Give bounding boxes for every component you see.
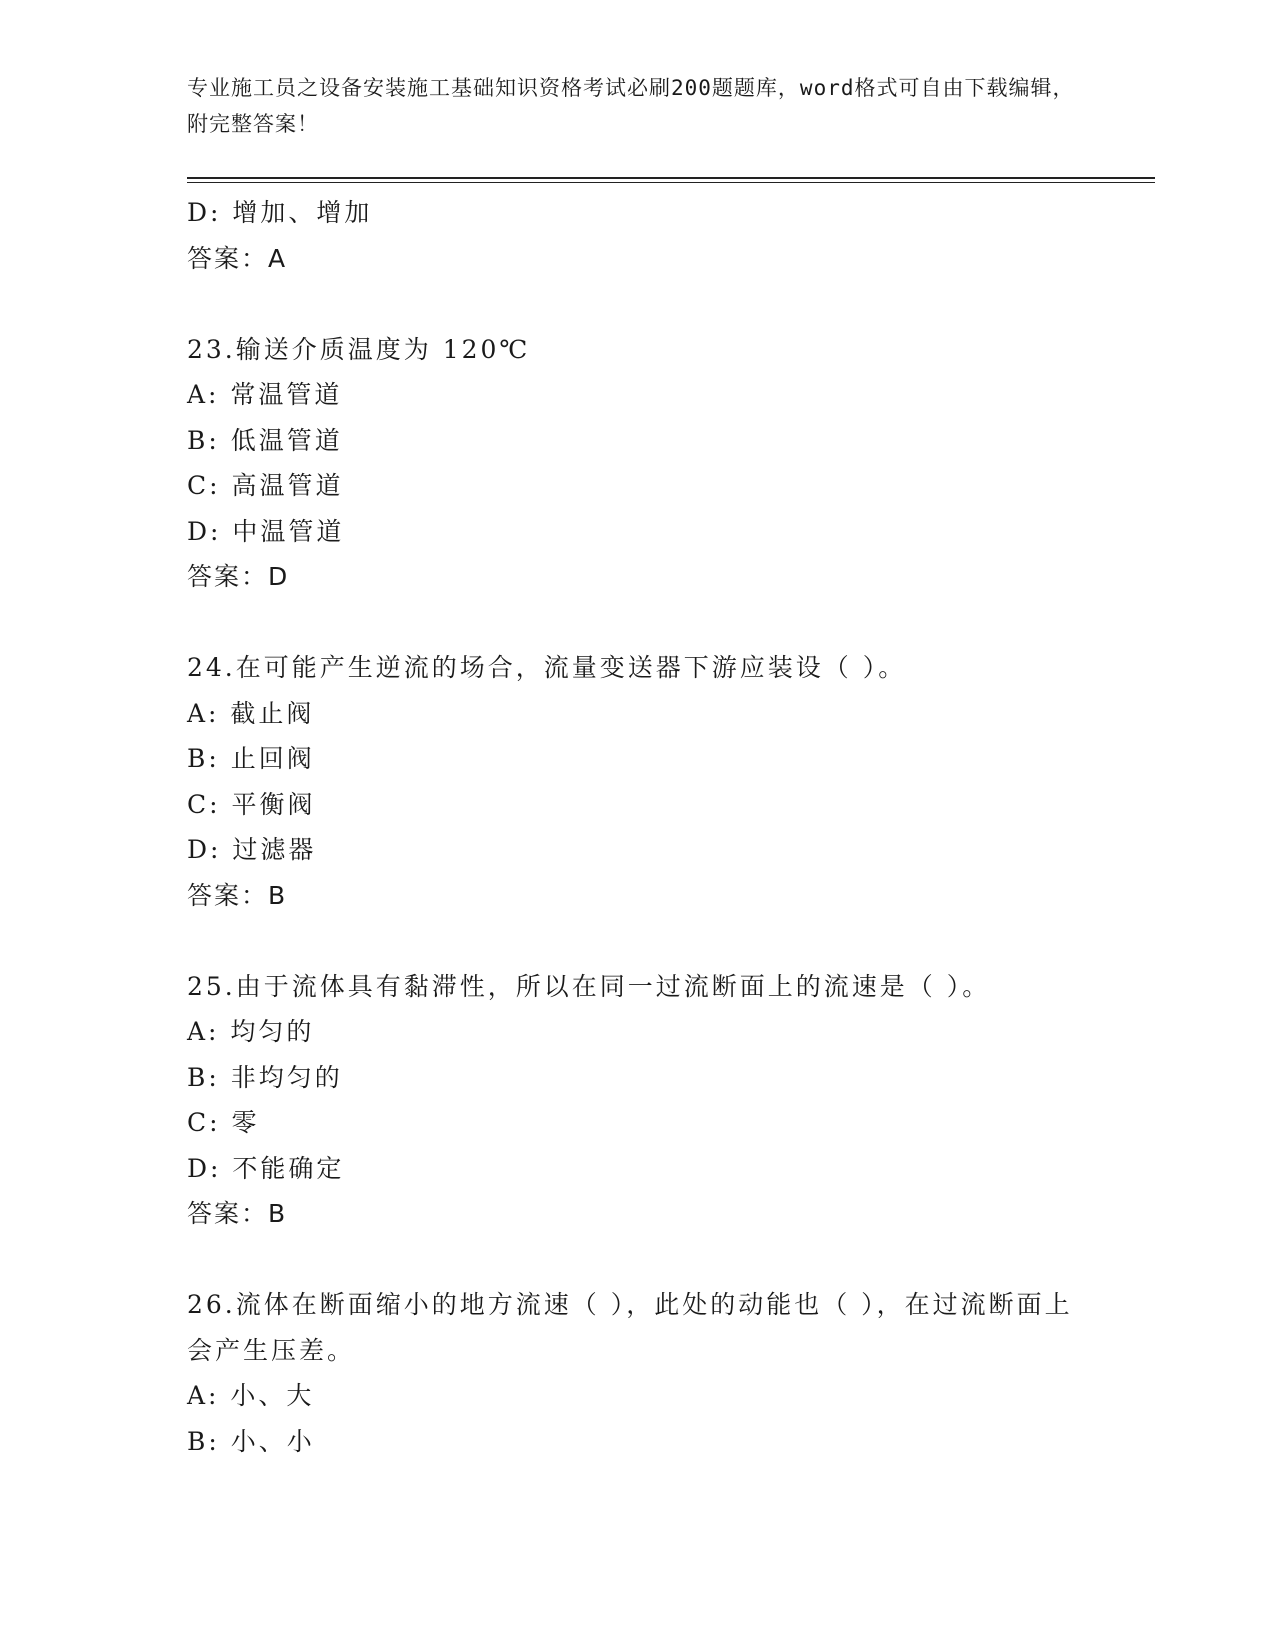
- question-24: [187, 645, 1087, 918]
- answer-line: 答案：B: [187, 880, 288, 910]
- option-c: C: 零: [187, 1108, 260, 1137]
- option-a: A: 截止阀: [187, 698, 315, 728]
- option-b: B: 低温管道: [187, 425, 343, 455]
- question-stem: 23.输送介质温度为 120℃: [187, 334, 531, 364]
- document-header-title: 专业施工员之设备安装施工基础知识资格考试必刷200题题库，word格式可自由下载编辑，附完整答案！: [187, 76, 1075, 136]
- spacer: [187, 281, 1087, 327]
- option-b: B: 非均匀的: [187, 1062, 343, 1092]
- option-a: A: 常温管道: [187, 380, 343, 409]
- option-a: A: 小、大: [187, 1381, 315, 1410]
- option-d: D: 增加、增加: [187, 198, 373, 227]
- question-26: [187, 1282, 1087, 1464]
- header-divider: [187, 177, 1155, 179]
- option-d: D: 不能确定: [187, 1153, 345, 1183]
- question-stem: 25.由于流体具有黏滞性，所以在同一过流断面上的流速是（ ）。: [187, 971, 991, 1001]
- header-divider-thin: [187, 182, 1155, 183]
- answer-line: 答案：A: [187, 243, 288, 273]
- option-c: C: 平衡阀: [187, 789, 316, 819]
- option-d: D: 中温管道: [187, 516, 345, 546]
- option-d: D: 过滤器: [187, 835, 317, 864]
- option-c: C: 高温管道: [187, 471, 344, 500]
- partial-question-22: [187, 190, 1087, 281]
- question-23: [187, 327, 1087, 600]
- spacer: [187, 600, 1087, 646]
- answer-line: 答案：D: [187, 562, 290, 591]
- option-a: A: 均匀的: [187, 1017, 315, 1046]
- option-b: B: 小、小: [187, 1426, 315, 1456]
- question-25: [187, 964, 1087, 1237]
- answer-line: 答案：B: [187, 1199, 288, 1228]
- question-stem: 24.在可能产生逆流的场合，流量变送器下游应装设（ ）。: [187, 653, 907, 682]
- spacer: [187, 1237, 1087, 1283]
- option-b: B: 止回阀: [187, 744, 315, 773]
- question-stem: 26.流体在断面缩小的地方流速（ ），此处的动能也（ ），在过流断面上会产生压差。: [187, 1290, 1073, 1365]
- spacer: [187, 918, 1087, 964]
- question-list: [187, 190, 1087, 1464]
